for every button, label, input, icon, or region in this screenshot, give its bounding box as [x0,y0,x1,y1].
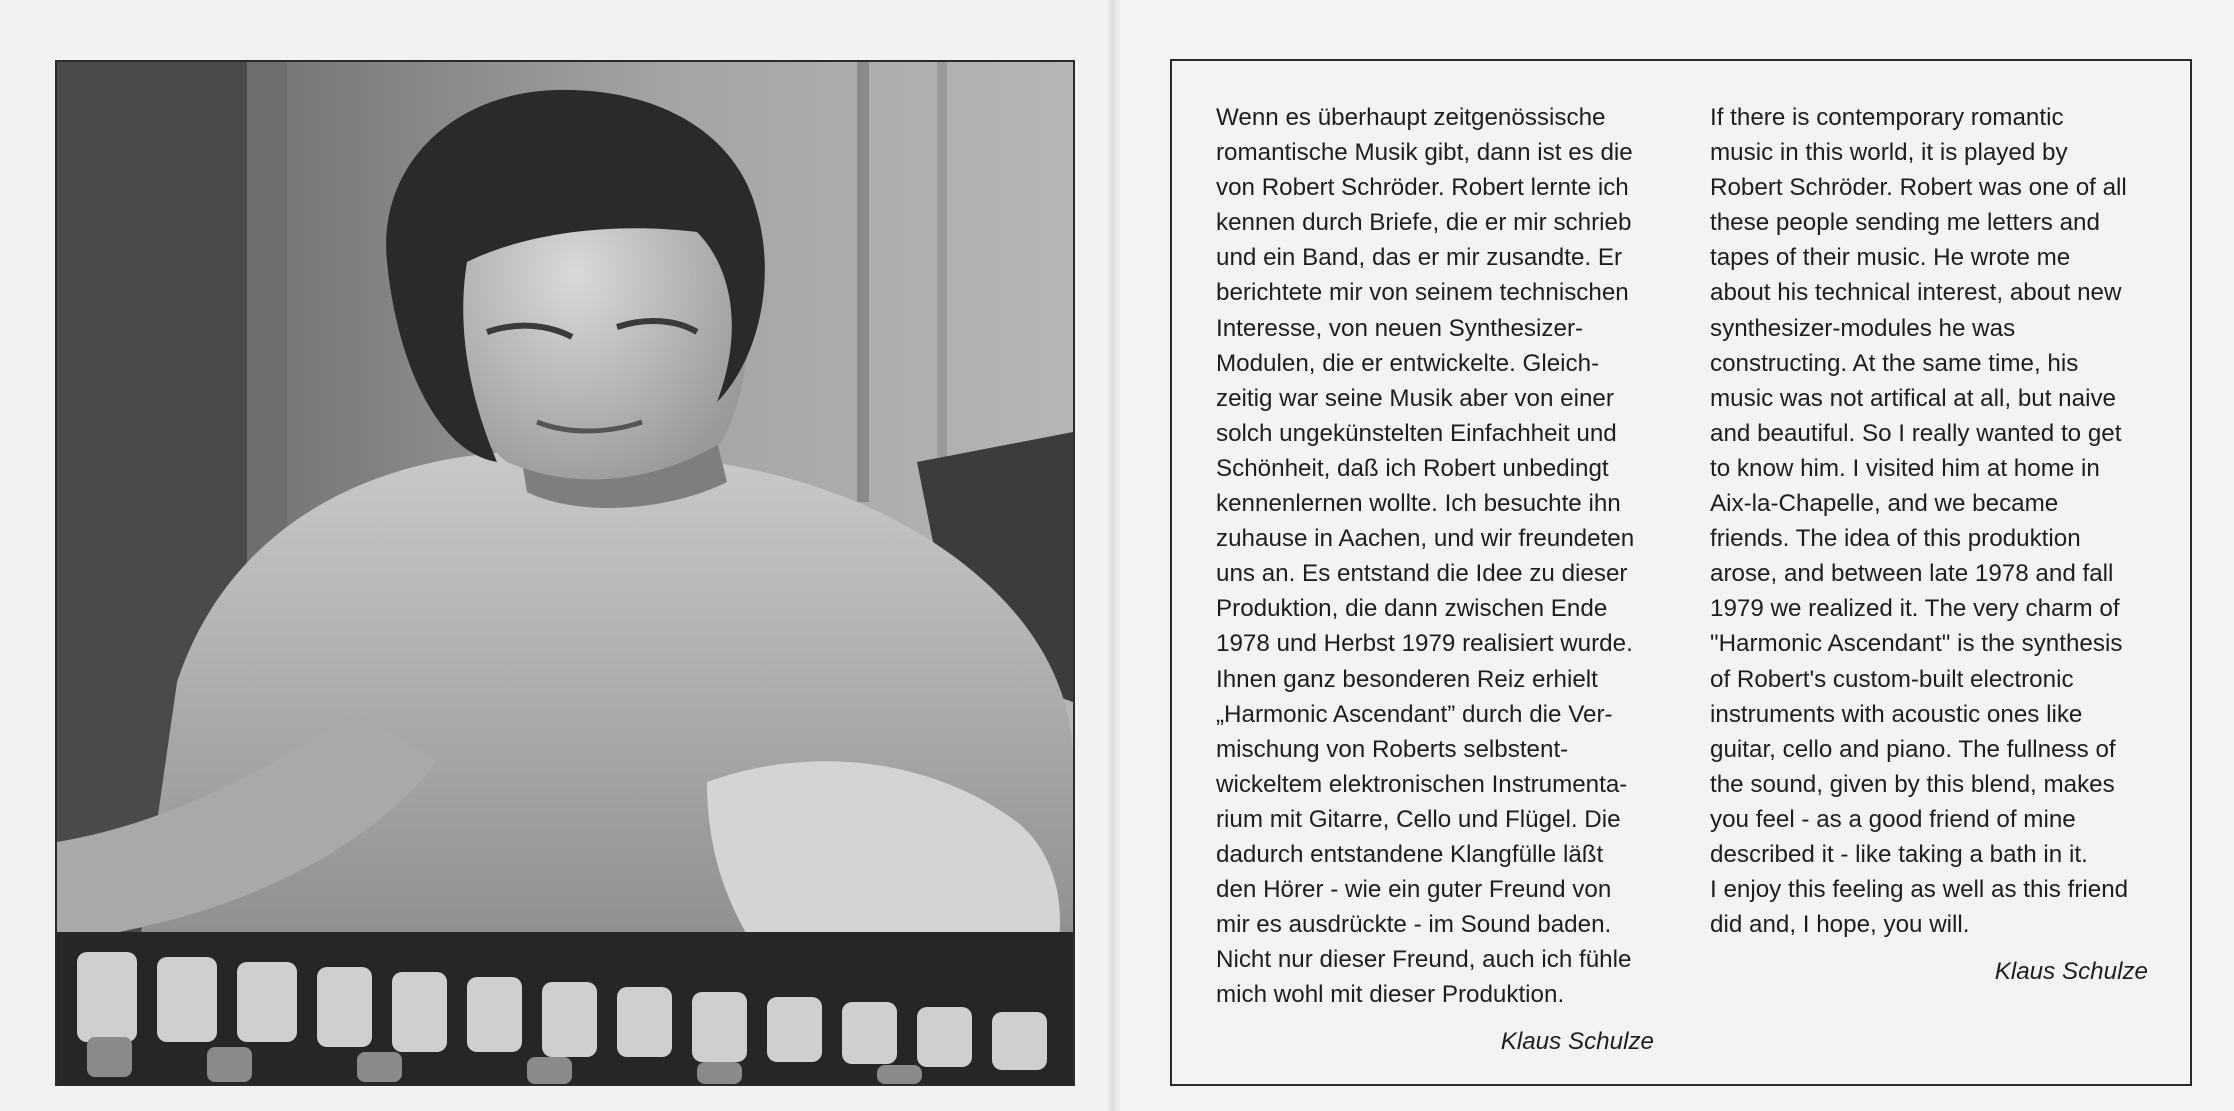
text-line: If there is contemporary romantic [1710,104,2064,131]
text-line: Ihnen ganz besonderen Reiz erhielt [1216,665,1598,693]
text-line: tapes of their music. He wrote me [1710,244,2071,272]
text-line: about his technical interest, about new [1710,279,2122,307]
german-column [1216,100,1676,1060]
text-line: zeitig war seine Musik aber von einer [1216,384,1614,412]
text-line: Modulen, die er entwickelte. Gleich- [1216,349,1600,377]
text-line: synthesizer-modules he was [1710,314,2016,342]
text-line: den Hörer - wie ein guter Freund von [1216,876,1612,904]
text-line: described it - like taking a bath in it. [1710,840,2088,868]
text-line: I enjoy this feeling as well as this friend [1710,876,2129,904]
text-line: friends. The idea of this produktion [1710,525,2081,553]
english-signature: Klaus Schulze [1994,958,2148,986]
photo-image [57,62,1073,1084]
english-column [1710,100,2170,989]
text-line: you feel - as a good friend of mine [1710,805,2076,833]
text-line: of Robert's custom-built electronic [1710,665,2074,693]
text-line: mischung von Roberts selbstent- [1216,735,1569,763]
text-line: arose, and between late 1978 and fall [1710,560,2114,588]
text-line: did and, I hope, you will. [1710,911,1970,939]
german-signature: Klaus Schulze [1500,1028,1654,1056]
text-line: mir es ausdrückte - im Sound baden. [1216,911,1612,939]
musician-photo [55,60,1075,1086]
text-line: these people sending me letters and [1710,209,2100,237]
text-line: guitar, cello and piano. The fullness of [1710,735,2116,763]
text-line: Nicht nur dieser Freund, auch ich fühle [1216,946,1632,974]
text-line: Produktion, die dann zwischen Ende [1216,595,1608,623]
text-line: music was not artifical at all, but naive [1710,384,2116,412]
text-line: Interesse, von neuen Synthesizer- [1216,314,1584,342]
center-fold [1108,0,1120,1111]
text-line: 1978 und Herbst 1979 realisiert wurde. [1216,630,1633,658]
text-line: instruments with acoustic ones like [1710,700,2083,728]
text-line: „Harmonic Ascendant” durch die Ver- [1216,700,1613,728]
text-line: and beautiful. So I really wanted to get [1710,419,2122,447]
text-line: Aix-la-Chapelle, and we became [1710,490,2059,518]
text-line: berichtete mir von seinem technischen [1216,279,1629,307]
text-line: solch ungekünstelten Einfachheit und [1216,419,1617,447]
text-line: kennen durch Briefe, die er mir schrieb [1216,209,1632,237]
text-line: music in this world, it is played by [1710,139,2068,167]
text-line: to know him. I visited him at home in [1710,454,2100,482]
text-line: zuhause in Aachen, und wir freundeten [1216,525,1635,553]
text-line: constructing. At the same time, his [1710,349,2079,377]
text-line: mich wohl mit dieser Produktion. [1216,981,1565,1009]
text-line: Wenn es überhaupt zeitgenössische [1216,104,1606,131]
text-line: uns an. Es entstand die Idee zu dieser [1216,560,1628,588]
text-line: wickeltem elektronischen Instrumenta- [1216,770,1628,798]
text-line: Robert Schröder. Robert was one of all [1710,174,2127,202]
text-line: von Robert Schröder. Robert lernte ich [1216,174,1629,202]
text-line: 1979 we realized it. The very charm of [1710,595,2120,623]
text-line: Schönheit, daß ich Robert unbedingt [1216,454,1609,482]
text-line: rium mit Gitarre, Cello und Flügel. Die [1216,805,1621,833]
text-line: und ein Band, das er mir zusandte. Er [1216,244,1623,272]
text-line: romantische Musik gibt, dann ist es die [1216,139,1633,167]
text-line: kennenlernen wollte. Ich besuchte ihn [1216,490,1621,518]
text-line: "Harmonic Ascendant" is the synthesis [1710,630,2123,658]
text-line: the sound, given by this blend, makes [1710,770,2115,798]
text-line: dadurch entstandene Klangfülle läßt [1216,840,1604,868]
